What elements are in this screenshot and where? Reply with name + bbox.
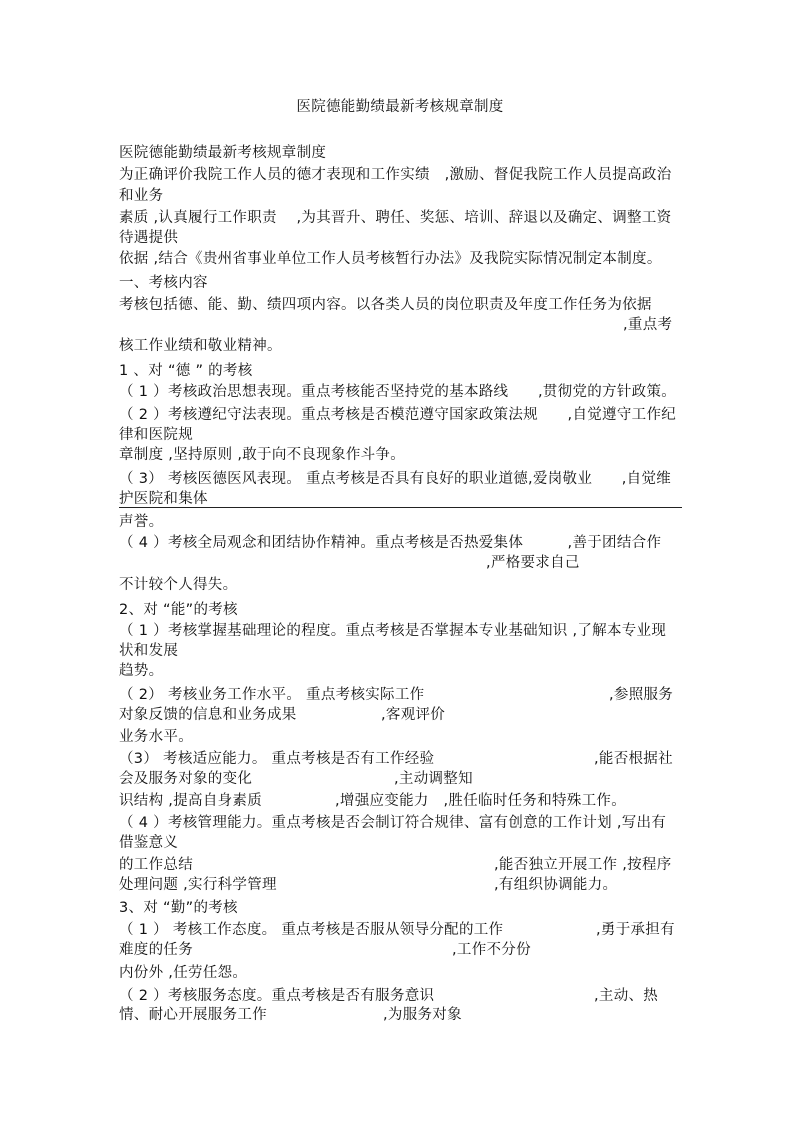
text-line: （ 1 ）考核掌握基础理论的程度。重点考核是否掌握本专业基础知识 ,了解本专业现: [119, 623, 667, 639]
text-line: 素质 ,认真履行工作职责 ,为其晋升、聘任、奖惩、培训、辞退以及确定、调整工资: [119, 210, 672, 226]
text-line: ,能否独立开展工作 ,按程序: [494, 857, 672, 873]
text-line: 待遇提供: [119, 230, 179, 246]
text-line: ,主动调整知: [394, 771, 473, 787]
horizontal-rule: [119, 507, 682, 508]
subsection-heading: 1 、对 “德 ” 的考核: [119, 363, 253, 379]
text-line: （3） 考核适应能力。 重点考核是否有工作经验: [119, 751, 435, 767]
text-line: ,增强应变能力 ,胜任临时任务和特殊工作。: [335, 793, 627, 809]
text-line: ,客观评价: [381, 707, 446, 723]
text-line: （ 4 ）考核管理能力。重点考核是否会制订符合规律、富有创意的工作计划 ,写出有: [119, 815, 667, 831]
text-line: 依据 ,结合《贵州省事业单位工作人员考核暂行办法》及我院实际情况制定本制度。: [119, 251, 662, 267]
text-line: ,有组织协调能力。: [494, 877, 618, 893]
text-line: （ 2） 考核业务工作水平。 重点考核实际工作: [119, 687, 425, 703]
text-line: ,工作不分份: [452, 942, 531, 958]
text-line: 考核包括德、能、勤、绩四项内容。以各类人员的岗位职责及年度工作任务为依据: [119, 297, 652, 313]
text-line: 护医院和集体: [119, 491, 208, 507]
text-line: 为正确评价我院工作人员的德才表现和工作实绩 ,激励、督促我院工作人员提高政治: [119, 167, 672, 183]
text-line: （ 3） 考核医德医风表现。 重点考核是否具有良好的职业道德,爱岗敬业 ,自觉维: [119, 471, 672, 487]
text-line: ,重点考: [623, 317, 673, 333]
text-line: 状和发展: [119, 643, 179, 659]
text-line: 处理问题 ,实行科学管理: [119, 877, 277, 893]
text-line: 识结构 ,提高自身素质: [119, 793, 263, 809]
text-line: ,严格要求自己: [486, 555, 580, 571]
text-line: ,参照服务: [609, 687, 674, 703]
text-line: 章制度 ,坚持原则 ,敢于向不良现象作斗争。: [119, 447, 406, 463]
text-line: ,勇于承担有: [596, 922, 675, 938]
text-line: ,为服务对象: [383, 1007, 462, 1023]
text-line: （ 2 ）考核遵纪守法表现。重点考核是否模范遵守国家政策法规 ,自觉遵守工作纪: [119, 407, 677, 423]
section-heading: 一、考核内容: [119, 275, 208, 291]
text-line: 内份外 ,任劳任怨。: [119, 965, 248, 981]
text-line: 律和医院规: [119, 427, 193, 443]
text-line: 难度的任务: [119, 942, 193, 958]
text-line: 不计较个人得失。: [119, 577, 238, 593]
text-line: 情、耐心开展服务工作: [119, 1007, 267, 1023]
text-line: 和业务: [119, 188, 164, 204]
text-line: （ 1 ）考核政治思想表现。重点考核能否坚持党的基本路线 ,贯彻党的方针政策。: [119, 384, 677, 400]
text-line: 核工作业绩和敬业精神。: [119, 338, 282, 354]
text-line: （ 4 ）考核全局观念和团结协作精神。重点考核是否热爱集体 ,善于团结合作: [119, 535, 662, 551]
text-line: 声誉。: [119, 514, 164, 530]
text-line: （ 2 ）考核服务态度。重点考核是否有服务意识: [119, 988, 435, 1004]
text-line: ,主动、热: [594, 988, 659, 1004]
text-line: 会及服务对象的变化: [119, 771, 253, 787]
text-line: 的工作总结: [119, 857, 193, 873]
text-line: （ 1 ） 考核工作态度。 重点考核是否服从领导分配的工作: [119, 922, 504, 938]
page-title: 医院德能勤绩最新考核规章制度: [296, 99, 504, 115]
text-line: ,能否根据社: [594, 751, 673, 767]
text-line: 借鉴意义: [119, 835, 179, 851]
subsection-heading: 3、对 “勤”的考核: [119, 900, 238, 916]
doc-heading: 医院德能勤绩最新考核规章制度: [119, 145, 327, 161]
subsection-heading: 2、对 “能”的考核: [119, 602, 238, 618]
text-line: 对象反馈的信息和业务成果: [119, 707, 297, 723]
text-line: 业务水平。: [119, 729, 193, 745]
text-line: 趋势。: [119, 663, 164, 679]
